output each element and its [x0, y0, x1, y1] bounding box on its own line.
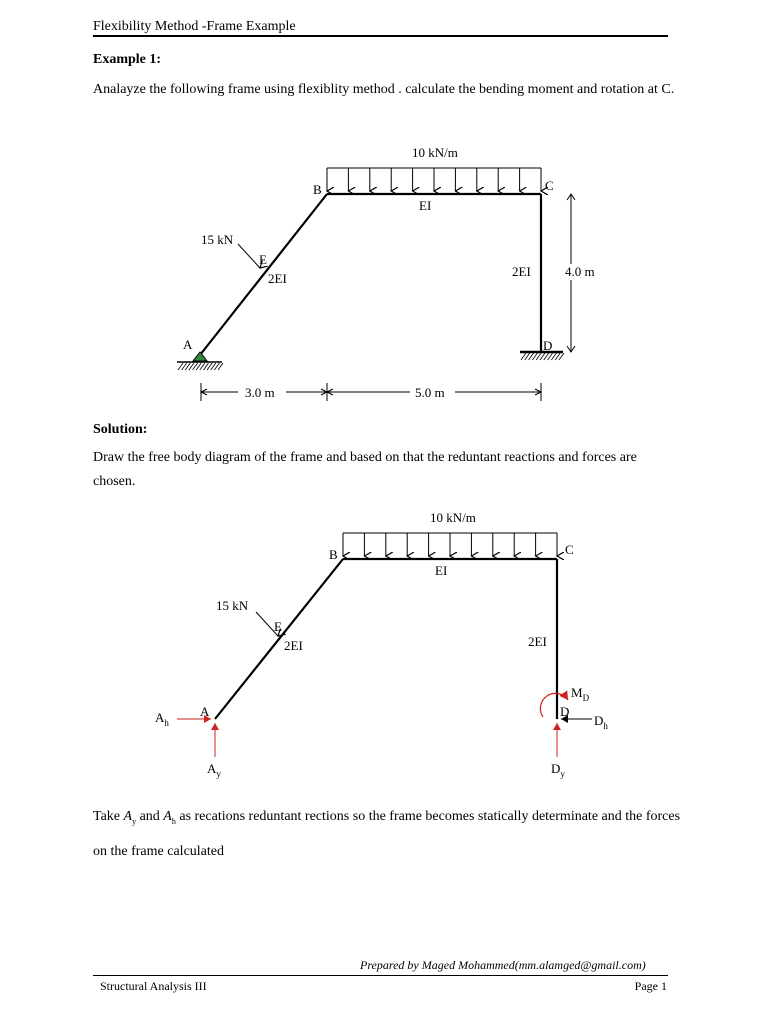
distributed-load-arrows — [327, 168, 541, 191]
node-a-label: A — [200, 704, 210, 719]
node-a-label: A — [183, 337, 193, 352]
member-cd-label: 2EI — [528, 634, 547, 649]
footer-page-number: Page 1 — [634, 979, 667, 993]
node-d-label: D — [560, 704, 570, 719]
node-d-label: D — [543, 338, 553, 353]
node-b-label: B — [313, 182, 322, 197]
member-ab — [200, 194, 327, 355]
header-divider — [93, 35, 668, 37]
footer-course: Structural Analysis III — [100, 979, 207, 993]
example-title: Example 1: — [93, 52, 162, 67]
span-right-dimension-label: 5.0 m — [415, 385, 445, 400]
reaction-md-label: $M_D$ — [571, 685, 590, 703]
load-label: 10 kN/m — [412, 145, 458, 160]
member-cd-label: 2EI — [512, 264, 531, 279]
free-body-diagram — [0, 505, 768, 785]
node-c-label: C — [545, 178, 554, 193]
frame-figure-1 — [0, 140, 768, 410]
pin-support-icon — [193, 352, 207, 361]
footer-divider — [93, 975, 668, 976]
distributed-load-arrows — [343, 533, 557, 556]
point-load-arrow — [238, 244, 260, 268]
reaction-dh-label: $D_h$ — [594, 713, 608, 731]
node-e-label: E — [274, 619, 282, 634]
member-ab-label: 2EI — [268, 271, 287, 286]
member-bc-label: EI — [419, 198, 432, 213]
ground-hatch-a — [178, 363, 223, 370]
node-b-label: B — [329, 547, 338, 562]
reaction-ay-label: $A_y$ — [207, 761, 221, 779]
reaction-ah-label: $A_h$ — [155, 710, 169, 728]
point-load-label: 15 kN — [216, 598, 249, 613]
member-bc-label: EI — [435, 563, 448, 578]
solution-title: Solution: — [93, 422, 148, 437]
height-dimension-label: 4.0 m — [565, 264, 595, 279]
header-title: Flexibility Method -Frame Example — [93, 19, 296, 34]
example-statement: Analayze the following frame using flexiblity method . calculate the bending moment and rotation at C. — [93, 82, 675, 97]
solution-statement: Draw the free body diagram of the frame and based on that the reduntant reactions and forces are chosen. — [93, 450, 637, 489]
load-label: 10 kN/m — [430, 510, 476, 525]
conclusion-statement: Take $A_y$ and $A_h$ as recations reduntant rections so the frame becomes statically determinate and the forces on the frame calculated — [93, 809, 681, 859]
footer-credit: Prepared by Maged Mohammed(mm.alamged@gmail.com) — [360, 958, 646, 972]
member-ab-label: 2EI — [284, 638, 303, 653]
node-e-label: E — [259, 252, 267, 267]
point-load-label: 15 kN — [201, 232, 234, 247]
span-left-dimension-label: 3.0 m — [245, 385, 275, 400]
node-c-label: C — [565, 542, 574, 557]
member-ab — [215, 559, 343, 719]
ground-hatch-d — [521, 353, 564, 360]
reaction-dy-label: $D_y$ — [551, 761, 565, 779]
